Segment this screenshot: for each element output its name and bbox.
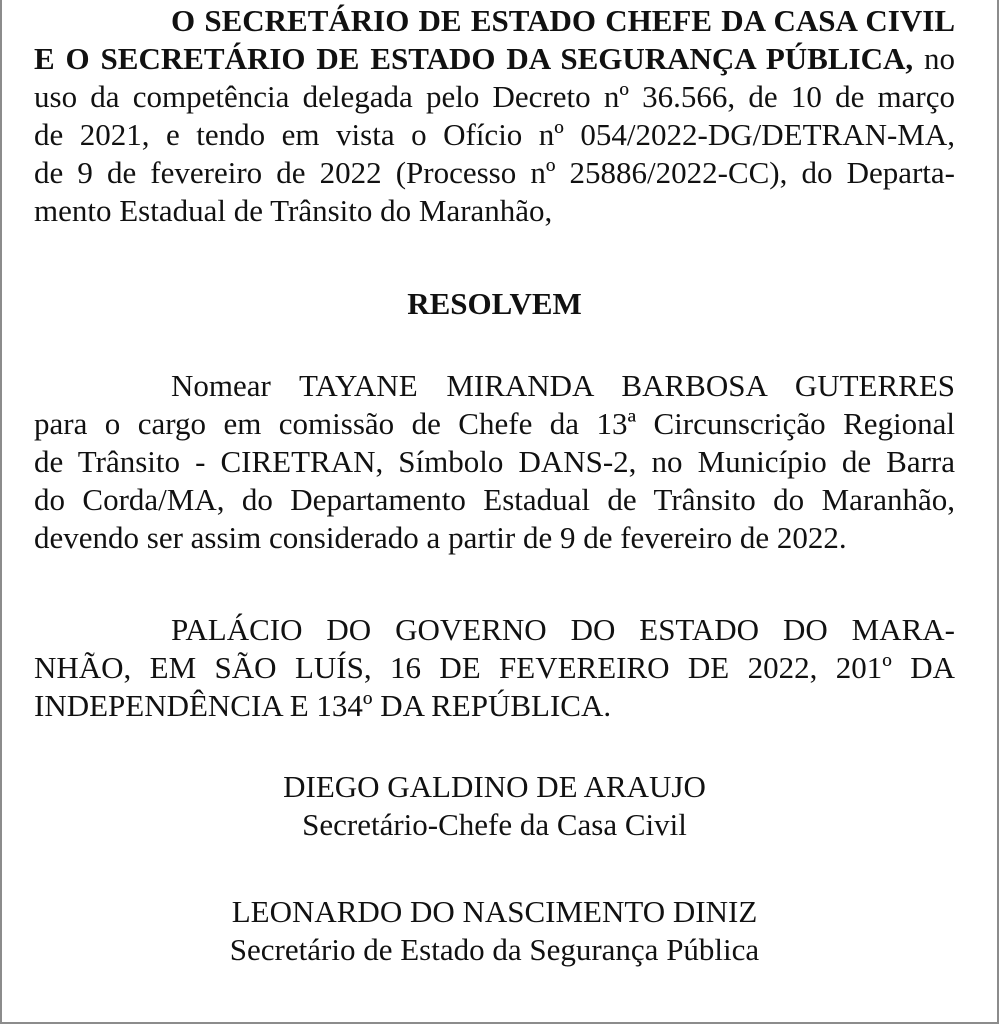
- intro-line-6: mento Estadual de Trânsito do Maranhão,: [34, 193, 553, 228]
- signature-title-1: Secretário-Chefe da Casa Civil: [302, 807, 687, 842]
- signature-name-1: DIEGO GALDINO DE ARAUJO: [283, 769, 706, 804]
- intro-line-2-rest: no: [913, 41, 955, 76]
- signature-title-2: Secretário de Estado da Segurança Pública: [229, 932, 760, 967]
- signature-name-2: LEONARDO DO NASCIMENTO DINIZ: [231, 894, 758, 929]
- palacio-line-3: INDEPENDÊNCIA E 134º DA REPÚBLICA.: [34, 688, 612, 723]
- intro-paragraph: [34, 2, 955, 230]
- palacio-paragraph: [34, 611, 955, 725]
- resolvem-heading-block: [34, 285, 955, 323]
- resolvem-heading: RESOLVEM: [407, 286, 582, 321]
- signature-block-2: [34, 893, 955, 969]
- palacio-line-2: NHÃO, EM SÃO LUÍS, 16 DE FEVEREIRO DE 2022, 201º DA: [34, 650, 955, 685]
- body-line-1: Nomear TAYANE MIRANDA BARBOSA GUTERRES: [171, 368, 955, 403]
- body-line-5: devendo ser assim considerado a partir de 9 de fevereiro de 2022.: [34, 520, 847, 555]
- intro-line-2: [34, 40, 955, 78]
- palacio-line-1: PALÁCIO DO GOVERNO DO ESTADO DO MARA-: [171, 612, 955, 647]
- body-line-2: para o cargo em comissão de Chefe da 13ª Circunscrição Regional: [34, 406, 955, 441]
- resolution-paragraph: [34, 367, 955, 557]
- intro-line-3: uso da competência delegada pelo Decreto nº 36.566, de 10 de março: [34, 79, 955, 114]
- intro-line-4: de 2021, e tendo em vista o Ofício nº 054/2022-DG/DETRAN-MA,: [34, 117, 955, 152]
- signature-block-1: [34, 768, 955, 844]
- intro-line-2-bold: E O SECRETÁRIO DE ESTADO DA SEGURANÇA PÚBLICA,: [34, 41, 914, 76]
- body-line-3: de Trânsito - CIRETRAN, Símbolo DANS-2, no Município de Barra: [34, 444, 955, 479]
- intro-line-5: de 9 de fevereiro de 2022 (Processo nº 25886/2022-CC), do Departa-: [34, 155, 955, 190]
- intro-line-1: O SECRETÁRIO DE ESTADO CHEFE DA CASA CIVIL: [171, 3, 955, 38]
- body-line-4: do Corda/MA, do Departamento Estadual de Trânsito do Maranhão,: [34, 482, 955, 517]
